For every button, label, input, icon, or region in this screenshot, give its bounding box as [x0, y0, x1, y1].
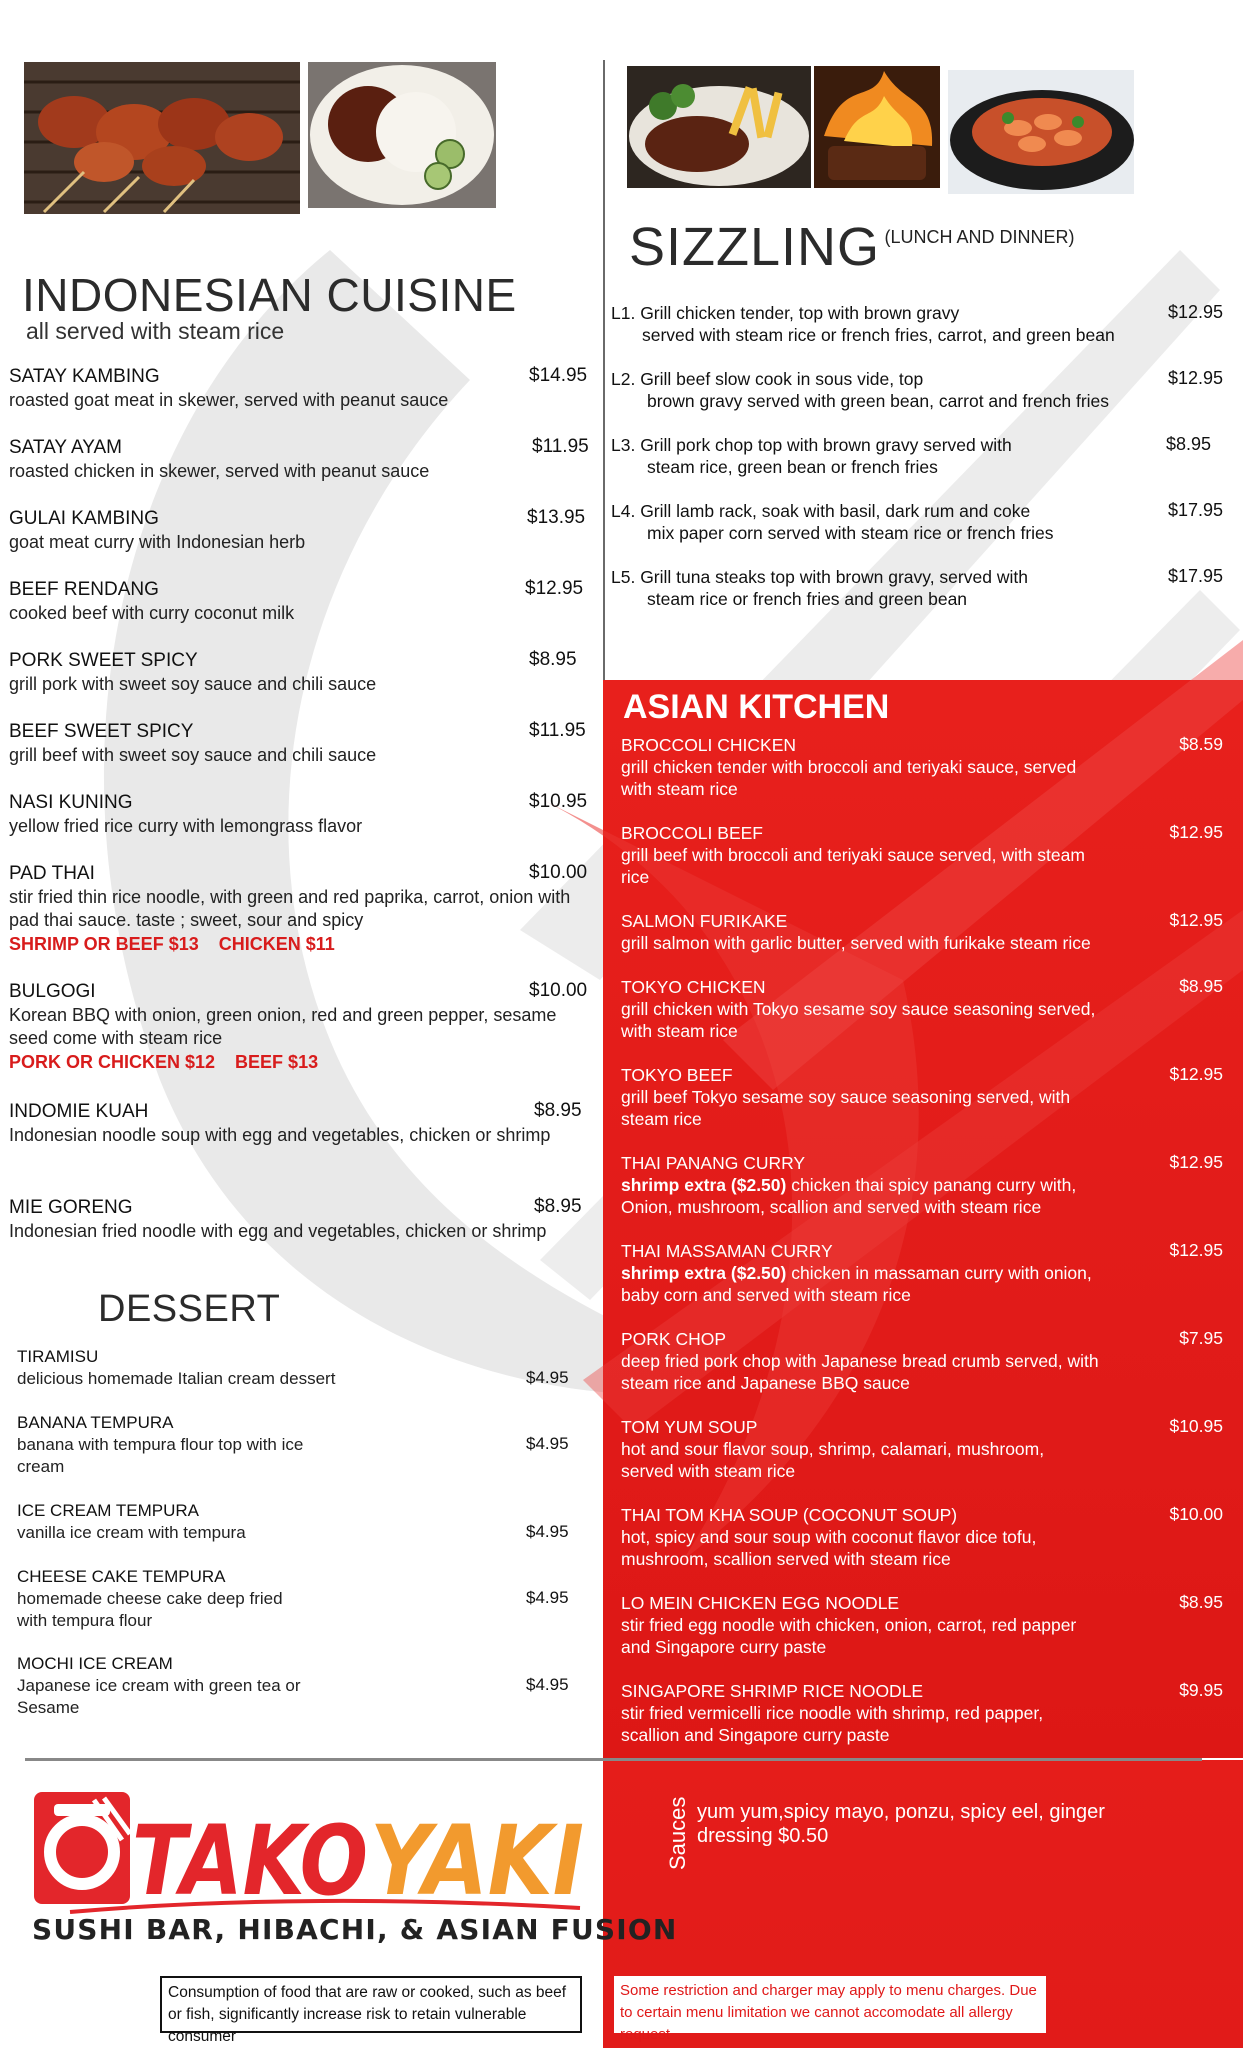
asian-kitchen-item	[621, 976, 1223, 1042]
item-price: $4.95	[526, 1675, 569, 1694]
item-price: $14.95	[529, 365, 588, 386]
asian-kitchen-item	[621, 1152, 1223, 1218]
item-name: MIE GORENG	[9, 1197, 133, 1218]
item-description: Indonesian fried noodle with egg and vegetables, chicken or shrimp	[9, 1221, 547, 1241]
item-name: TOKYO BEEF	[621, 1065, 733, 1085]
item-name: SATAY KAMBING	[9, 366, 160, 387]
item-description-text: chicken in massaman curry with onion, baby corn and served with steam rice	[621, 1263, 1092, 1305]
item-name: PAD THAI	[9, 863, 95, 884]
menu-item	[9, 862, 589, 956]
item-description: delicious homemade Italian cream dessert	[17, 1369, 336, 1388]
asian-kitchen-item	[621, 910, 1223, 954]
item-description: Japanese ice cream with green tea or Sesame	[17, 1676, 301, 1717]
item-price: $10.95	[1169, 1416, 1223, 1436]
item-description-text: stir fried egg noodle with chicken, onion, carrot, red papper and Singapore curry paste	[621, 1615, 1077, 1657]
item-price: $12.95	[1167, 368, 1223, 388]
item-price: $9.95	[1179, 1680, 1223, 1700]
asian-kitchen-item	[621, 1240, 1223, 1306]
item-price: $10.95	[529, 791, 588, 812]
item-name: L4. Grill lamb rack, soak with basil, dark rum and coke	[611, 501, 1031, 521]
item-price-options: PORK OR CHICKEN $12 BEEF $13	[9, 1052, 319, 1072]
menu-item	[9, 1196, 589, 1243]
satay-photo	[24, 62, 300, 214]
item-name: SINGAPORE SHRIMP RICE NOODLE	[621, 1681, 924, 1701]
asian-kitchen-title: ASIAN KITCHEN	[623, 688, 890, 726]
item-description: roasted chicken in skewer, served with peanut sauce	[9, 461, 430, 481]
raw-food-notice: Consumption of food that are raw or cooked, such as beef or fish, significantly increase risk to retain vulnerable consumer	[160, 1976, 582, 2033]
item-price: $10.00	[529, 980, 588, 1001]
item-name: NASI KUNING	[9, 792, 133, 813]
item-name: BROCCOLI BEEF	[621, 823, 763, 843]
item-price: $12.95	[1169, 822, 1223, 842]
item-description	[621, 1350, 1101, 1394]
asian-kitchen-item	[621, 1064, 1223, 1130]
item-price: $8.95	[534, 1100, 582, 1121]
item-price: $8.95	[529, 649, 577, 670]
item-name: THAI TOM KHA SOUP (COCONUT SOUP)	[621, 1505, 958, 1525]
menu-item	[9, 649, 589, 696]
item-description-text: grill chicken with Tokyo sesame soy sauce seasoning served, with steam rice	[621, 999, 1096, 1041]
logo-word-tako: TAKO	[132, 1805, 368, 1917]
asian-kitchen-item	[621, 1416, 1223, 1482]
item-description	[621, 932, 1221, 954]
asian-kitchen-item	[621, 1328, 1223, 1394]
item-price: $11.95	[529, 720, 586, 741]
item-description: served with steam rice or french fries, carrot, and green bean	[642, 325, 1115, 345]
item-name: THAI MASSAMAN CURRY	[621, 1241, 833, 1261]
sizzling-title: SIZZLING	[629, 217, 881, 277]
item-description	[621, 756, 1101, 800]
item-description-text: hot and sour flavor soup, shrimp, calamari, mushroom, served with steam rice	[621, 1439, 1045, 1481]
item-price: $17.95	[1167, 566, 1223, 586]
sizzling-steak-fries-photo	[627, 66, 811, 188]
item-description-text: hot, spicy and sour soup with coconut flavor dice tofu, mushroom, scallion served with steam rice	[621, 1527, 1037, 1569]
item-name: L5. Grill tuna steaks top with brown gravy, served with	[611, 567, 1028, 587]
item-description: stir fried thin rice noodle, with green and red paprika, carrot, onion with pad thai sauce. taste ; sweet, sour and spicy	[9, 887, 571, 930]
sauces-text: yum yum,spicy mayo, ponzu, spicy eel, ginger dressing $0.50	[697, 1801, 1105, 1847]
logo-word-yaki: YAKI	[370, 1805, 584, 1917]
menu-item	[9, 365, 589, 412]
item-description: goat meat curry with Indonesian herb	[9, 532, 306, 552]
item-price: $8.95	[1166, 434, 1212, 454]
item-name: TOKYO CHICKEN	[621, 977, 766, 997]
item-price: $8.95	[534, 1196, 582, 1217]
item-name: BEEF RENDANG	[9, 579, 159, 600]
item-description	[621, 1262, 1101, 1306]
asian-kitchen-item	[621, 1592, 1223, 1658]
flame-grill-photo	[814, 66, 940, 188]
menu-item	[9, 578, 589, 625]
item-price: $17.95	[1167, 500, 1223, 520]
item-description: yellow fried rice curry with lemongrass flavor	[9, 816, 363, 836]
item-description: cooked beef with curry coconut milk	[9, 603, 295, 623]
item-price: $12.95	[1169, 1240, 1223, 1260]
item-price: $12.95	[1169, 910, 1223, 930]
item-description	[621, 844, 1101, 888]
item-description	[621, 1614, 1101, 1658]
item-description-text: grill beef Tokyo sesame soy sauce seasoning served, with steam rice	[621, 1087, 1071, 1129]
item-name: PORK CHOP	[621, 1329, 727, 1349]
menu-item	[9, 720, 589, 767]
sizzling-item	[611, 434, 1223, 478]
item-price: $12.95	[525, 578, 584, 599]
menu-item	[9, 436, 589, 483]
item-description	[621, 1702, 1101, 1746]
menu-item	[9, 791, 589, 838]
shrimp-extra-note: shrimp extra ($2.50)	[621, 1263, 787, 1283]
item-name: SALMON FURIKAKE	[621, 911, 788, 931]
asian-kitchen-item	[621, 822, 1223, 888]
item-name: LO MEIN CHICKEN EGG NOODLE	[621, 1593, 900, 1613]
logo-tagline: SUSHI BAR, HIBACHI, & ASIAN FUSION	[32, 1913, 678, 1946]
item-description: vanilla ice cream with tempura	[17, 1523, 246, 1542]
item-description	[621, 1438, 1101, 1482]
item-description-text: grill chicken tender with broccoli and teriyaki sauce, served with steam rice	[621, 757, 1077, 799]
bottom-divider	[25, 1758, 1202, 1761]
item-description: grill pork with sweet soy sauce and chili sauce	[9, 674, 377, 694]
item-price: $10.00	[1169, 1504, 1223, 1524]
item-price: $8.59	[1179, 734, 1223, 754]
item-name: L2. Grill beef slow cook in sous vide, top	[611, 369, 924, 389]
item-price: $4.95	[526, 1434, 569, 1453]
item-name: THAI PANANG CURRY	[621, 1153, 806, 1173]
item-name: L1. Grill chicken tender, top with brown gravy	[611, 303, 960, 323]
sauces-label: Sauces	[665, 1796, 690, 1870]
item-name: CHEESE CAKE TEMPURA	[17, 1567, 226, 1586]
item-price: $4.95	[526, 1368, 569, 1387]
sizzling-header	[629, 216, 1075, 278]
allergy-notice: Some restriction and charger may apply to menu charges. Due to certain menu limitation we cannot accomodate all allergy request	[614, 1976, 1046, 2033]
item-name: INDOMIE KUAH	[9, 1101, 149, 1122]
item-name: MOCHI ICE CREAM	[17, 1654, 173, 1673]
asian-kitchen-item	[621, 1504, 1223, 1570]
item-price: $11.95	[532, 436, 589, 457]
item-description-text: chicken thai spicy panang curry with, Onion, mushroom, scallion and served with steam rice	[621, 1175, 1077, 1217]
item-name: L3. Grill pork chop top with brown gravy served with	[611, 435, 1012, 455]
sizzling-item	[611, 368, 1223, 412]
sizzling-item	[611, 302, 1223, 346]
asian-kitchen-item	[621, 734, 1223, 800]
item-description: Korean BBQ with onion, green onion, red and green pepper, sesame seed come with steam rice	[9, 1005, 557, 1048]
item-name: BEEF SWEET SPICY	[9, 721, 194, 742]
item-description: homemade cheese cake deep fried with tempura flour	[17, 1589, 283, 1630]
dessert-item	[17, 1566, 577, 1632]
rice-plate-photo	[308, 62, 496, 208]
shrimp-extra-note: shrimp extra ($2.50)	[621, 1175, 787, 1195]
item-description-text: grill beef with broccoli and teriyaki sauce served, with steam rice	[621, 845, 1085, 887]
item-description	[621, 1526, 1101, 1570]
item-price: $10.00	[529, 862, 588, 883]
asian-kitchen-item	[621, 1680, 1223, 1746]
item-name: BANANA TEMPURA	[17, 1413, 174, 1432]
item-price: $8.95	[1179, 976, 1223, 996]
item-price: $4.95	[526, 1522, 569, 1541]
item-description: roasted goat meat in skewer, served with peanut sauce	[9, 390, 449, 410]
item-description-text: deep fried pork chop with Japanese bread crumb served, with steam rice and Japanese BBQ sauce	[621, 1351, 1099, 1393]
item-description: banana with tempura flour top with ice cream	[17, 1435, 304, 1476]
item-name: TIRAMISU	[17, 1347, 99, 1366]
item-description: brown gravy served with green bean, carrot and french fries	[647, 391, 1110, 411]
item-price: $7.95	[1179, 1328, 1223, 1348]
dessert-title: DESSERT	[98, 1288, 281, 1330]
item-description	[621, 1086, 1101, 1130]
item-price: $12.95	[1169, 1064, 1223, 1084]
item-description: steam rice, green bean or french fries	[647, 457, 938, 477]
dessert-item	[17, 1346, 577, 1390]
item-name: GULAI KAMBING	[9, 508, 159, 529]
item-name: BULGOGI	[9, 981, 96, 1002]
item-description: steam rice or french fries and green bean	[647, 589, 968, 609]
indonesian-subtitle: all served with steam rice	[26, 318, 285, 344]
item-name: SATAY AYAM	[9, 437, 122, 458]
shrimp-sizzling-plate-photo	[948, 70, 1134, 194]
item-description	[621, 1174, 1101, 1218]
menu-item	[9, 507, 589, 554]
item-price-options: SHRIMP OR BEEF $13 CHICKEN $11	[9, 934, 335, 954]
dessert-item	[17, 1412, 577, 1478]
menu-item	[9, 1100, 589, 1147]
item-name: BROCCOLI CHICKEN	[621, 735, 797, 755]
menu-item	[9, 980, 589, 1074]
item-price: $13.95	[527, 507, 586, 528]
indonesian-title: INDONESIAN CUISINE	[22, 269, 517, 321]
item-description	[621, 998, 1101, 1042]
item-name: ICE CREAM TEMPURA	[17, 1501, 199, 1520]
sizzling-note: (LUNCH AND DINNER)	[884, 227, 1075, 247]
item-name: TOM YUM SOUP	[621, 1417, 758, 1437]
dessert-item	[17, 1653, 577, 1719]
item-description: grill beef with sweet soy sauce and chili sauce	[9, 745, 377, 765]
item-description-text: stir fried vermicelli rice noodle with shrimp, red papper, scallion and Singapore curry paste	[621, 1703, 1044, 1745]
item-price: $8.95	[1179, 1592, 1223, 1612]
sizzling-item	[611, 566, 1223, 610]
dessert-item	[17, 1500, 577, 1544]
item-description-text: grill salmon with garlic butter, served with furikake steam rice	[621, 933, 1091, 953]
item-price: $12.95	[1167, 302, 1223, 322]
item-price: $4.95	[526, 1588, 569, 1607]
item-name: PORK SWEET SPICY	[9, 650, 198, 671]
item-description: mix paper corn served with steam rice or french fries	[647, 523, 1054, 543]
sizzling-item	[611, 500, 1223, 544]
item-price: $12.95	[1169, 1152, 1223, 1172]
item-description: Indonesian noodle soup with egg and vegetables, chicken or shrimp	[9, 1125, 551, 1145]
